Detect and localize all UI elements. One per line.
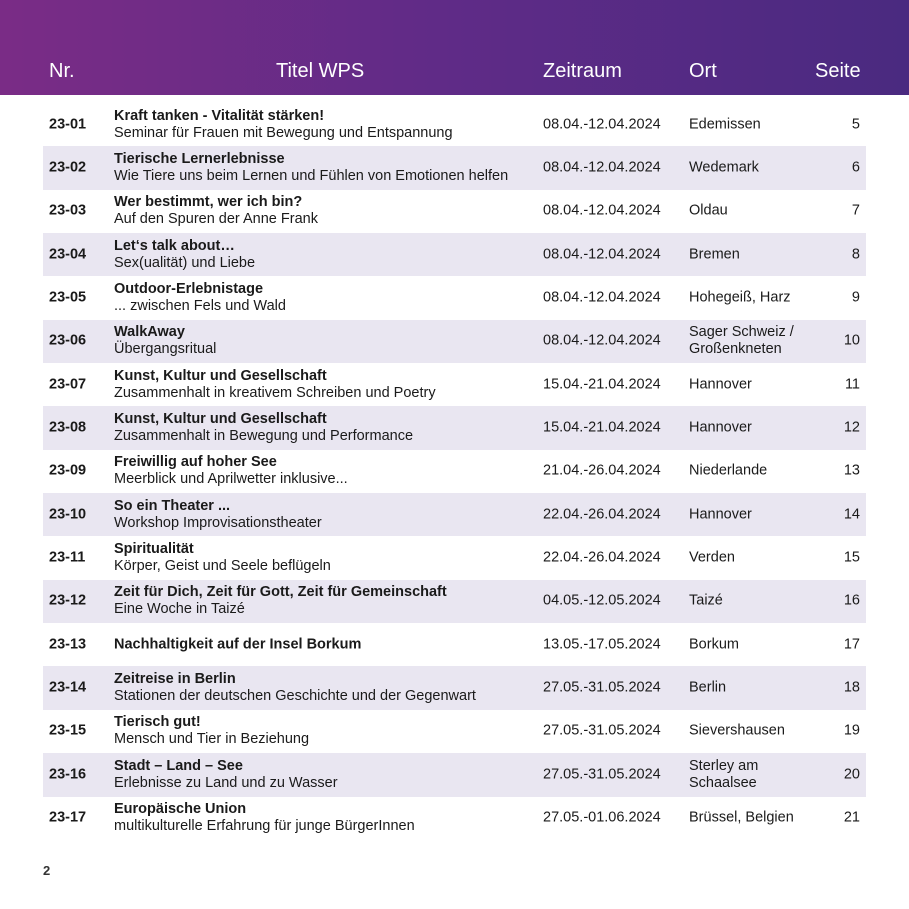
- row-title: Kraft tanken - Vitalität stärken!: [114, 107, 325, 124]
- table-row: [43, 146, 866, 189]
- row-subtitle: Meerblick und Aprilwetter inklusive...: [114, 471, 348, 488]
- table-row: [43, 493, 866, 536]
- row-zeitraum: 08.04.-12.04.2024: [543, 332, 661, 349]
- row-seite: 5: [851, 116, 860, 133]
- row-seite: 7: [851, 202, 860, 219]
- table-row: [43, 233, 866, 276]
- row-ort: Berlin: [689, 679, 727, 696]
- row-titel: [114, 758, 539, 792]
- row-nr: 23-17: [49, 809, 87, 826]
- row-title: Outdoor-Erlebnistage: [114, 281, 264, 298]
- row-nr: 23-06: [49, 332, 87, 349]
- page-number: 2: [43, 863, 51, 878]
- row-title: Freiwillig auf hoher See: [114, 454, 277, 471]
- row-seite: 9: [851, 289, 860, 306]
- row-title: Kunst, Kultur und Gesellschaft: [114, 411, 327, 428]
- row-zeitraum: 08.04.-12.04.2024: [543, 116, 661, 133]
- row-titel: [114, 411, 539, 445]
- row-nr: 23-15: [49, 722, 87, 739]
- row-zeitraum: 15.04.-21.04.2024: [543, 376, 661, 393]
- row-ort: Wedemark: [689, 159, 759, 176]
- row-title: Stadt – Land – See: [114, 757, 243, 774]
- row-ort: Edemissen: [689, 116, 761, 133]
- row-titel: [114, 151, 539, 185]
- row-zeitraum: 15.04.-21.04.2024: [543, 419, 661, 436]
- row-titel: [114, 671, 539, 705]
- header-seite: Seite: [815, 60, 861, 82]
- row-nr: 23-10: [49, 506, 87, 523]
- row-subtitle: Körper, Geist und Seele beflügeln: [114, 558, 331, 575]
- row-title: Nachhaltigkeit auf der Insel Borkum: [114, 636, 362, 653]
- row-nr: 23-16: [49, 766, 87, 783]
- row-titel: [114, 541, 539, 575]
- row-nr: 23-04: [49, 246, 87, 263]
- row-nr: 23-13: [49, 636, 87, 653]
- table-row: [43, 710, 866, 753]
- row-zeitraum: 27.05.-31.05.2024: [543, 722, 661, 739]
- table-row: [43, 536, 866, 579]
- table-row: [43, 666, 866, 709]
- row-seite: 17: [843, 636, 860, 653]
- header-titel: Titel WPS: [276, 60, 365, 82]
- row-nr: 23-14: [49, 679, 87, 696]
- row-ort: Sager Schweiz / Großenkneten: [689, 324, 794, 358]
- row-title: So ein Theater ...: [114, 497, 231, 514]
- row-titel: [114, 714, 539, 748]
- row-titel: [114, 281, 539, 315]
- row-seite: 15: [843, 549, 860, 566]
- table-row: [43, 623, 866, 666]
- row-zeitraum: 08.04.-12.04.2024: [543, 246, 661, 263]
- row-zeitraum: 21.04.-26.04.2024: [543, 462, 661, 479]
- table-row: [43, 103, 866, 146]
- table-header: [0, 0, 909, 95]
- row-seite: 18: [843, 679, 860, 696]
- row-seite: 11: [844, 376, 860, 393]
- row-title: Spiritualität: [114, 541, 194, 558]
- row-subtitle: Eine Woche in Taizé: [114, 601, 245, 618]
- row-seite: 8: [851, 246, 860, 263]
- header-nr: Nr.: [49, 60, 75, 82]
- row-seite: 14: [843, 506, 860, 523]
- table-body: [43, 103, 866, 840]
- row-seite: 10: [843, 332, 860, 349]
- row-ort: Borkum: [689, 636, 739, 653]
- row-seite: 13: [843, 462, 860, 479]
- row-titel: [114, 108, 539, 142]
- table-row: [43, 580, 866, 623]
- row-titel: [114, 584, 539, 618]
- row-subtitle: Auf den Spuren der Anne Frank: [114, 211, 318, 228]
- row-zeitraum: 08.04.-12.04.2024: [543, 289, 661, 306]
- row-subtitle: Erlebnisse zu Land und zu Wasser: [114, 774, 338, 791]
- row-seite: 20: [843, 766, 860, 783]
- row-nr: 23-11: [49, 549, 86, 566]
- row-ort: Sievershausen: [689, 722, 785, 739]
- table-row: [43, 797, 866, 840]
- row-seite: 19: [843, 722, 860, 739]
- row-title: Europäische Union: [114, 801, 247, 818]
- row-titel: [114, 801, 539, 835]
- table-row: [43, 190, 866, 233]
- row-titel: [114, 454, 539, 488]
- row-subtitle: Wie Tiere uns beim Lernen und Fühlen von Emotionen helfen: [114, 168, 509, 185]
- row-titel: [114, 194, 539, 228]
- row-zeitraum: 13.05.-17.05.2024: [543, 636, 661, 653]
- row-ort: Oldau: [689, 202, 728, 219]
- row-seite: 21: [843, 809, 860, 826]
- row-title: Tierische Lernerlebnisse: [114, 151, 285, 168]
- row-nr: 23-07: [49, 376, 87, 393]
- header-zeitraum: Zeitraum: [543, 60, 622, 82]
- row-zeitraum: 08.04.-12.04.2024: [543, 159, 661, 176]
- row-zeitraum: 27.05.-31.05.2024: [543, 679, 661, 696]
- row-subtitle: Zusammenhalt in kreativem Schreiben und Poetry: [114, 384, 436, 401]
- row-ort: Sterley am Schaalsee: [689, 757, 759, 791]
- row-zeitraum: 08.04.-12.04.2024: [543, 202, 661, 219]
- row-titel: [114, 498, 539, 532]
- row-ort: Bremen: [689, 246, 740, 263]
- row-ort: Verden: [689, 549, 735, 566]
- row-zeitraum: 04.05.-12.05.2024: [543, 592, 661, 609]
- table-row: [43, 753, 866, 796]
- row-seite: 16: [843, 592, 860, 609]
- row-nr: 23-02: [49, 159, 87, 176]
- row-nr: 23-09: [49, 462, 87, 479]
- row-zeitraum: 22.04.-26.04.2024: [543, 549, 661, 566]
- row-zeitraum: 27.05.-31.05.2024: [543, 766, 661, 783]
- row-subtitle: Workshop Improvisationstheater: [114, 514, 322, 531]
- row-subtitle: Übergangsritual: [114, 341, 217, 358]
- row-title: Tierisch gut!: [114, 714, 201, 731]
- table-row: [43, 320, 866, 363]
- row-title: WalkAway: [114, 324, 185, 341]
- row-title: Kunst, Kultur und Gesellschaft: [114, 367, 327, 384]
- row-subtitle: Zusammenhalt in Bewegung und Performance: [114, 428, 414, 445]
- row-title: Let‘s talk about…: [114, 237, 235, 254]
- row-titel: [114, 324, 539, 358]
- row-ort: Brüssel, Belgien: [689, 809, 794, 826]
- row-subtitle: Seminar für Frauen mit Bewegung und Entspannung: [114, 124, 453, 141]
- row-nr: 23-05: [49, 289, 87, 306]
- table-row: [43, 450, 866, 493]
- row-ort: Taizé: [689, 592, 723, 609]
- row-titel: [114, 368, 539, 402]
- row-titel: [114, 636, 539, 653]
- row-nr: 23-12: [49, 592, 87, 609]
- row-titel: [114, 238, 539, 272]
- row-nr: 23-01: [49, 116, 87, 133]
- row-ort: Hohegeiß, Harz: [689, 289, 791, 306]
- row-title: Wer bestimmt, wer ich bin?: [114, 194, 303, 211]
- header-ort: Ort: [689, 60, 717, 82]
- row-seite: 12: [843, 419, 860, 436]
- row-subtitle: Sex(ualität) und Liebe: [114, 254, 256, 271]
- table-row: [43, 363, 866, 406]
- row-ort: Niederlande: [689, 462, 768, 479]
- row-ort: Hannover: [689, 506, 752, 523]
- row-title: Zeitreise in Berlin: [114, 671, 236, 688]
- row-title: Zeit für Dich, Zeit für Gott, Zeit für Gemeinschaft: [114, 584, 447, 601]
- table-row: [43, 276, 866, 319]
- row-zeitraum: 22.04.-26.04.2024: [543, 506, 661, 523]
- row-zeitraum: 27.05.-01.06.2024: [543, 809, 661, 826]
- row-ort: Hannover: [689, 376, 752, 393]
- row-subtitle: multikulturelle Erfahrung für junge BürgerInnen: [114, 818, 415, 835]
- row-nr: 23-08: [49, 419, 87, 436]
- row-subtitle: Stationen der deutschen Geschichte und der Gegenwart: [114, 688, 476, 705]
- row-nr: 23-03: [49, 202, 87, 219]
- row-subtitle: ... zwischen Fels und Wald: [114, 298, 286, 315]
- row-ort: Hannover: [689, 419, 752, 436]
- row-seite: 6: [851, 159, 860, 176]
- row-subtitle: Mensch und Tier in Beziehung: [114, 731, 310, 748]
- table-row: [43, 406, 866, 449]
